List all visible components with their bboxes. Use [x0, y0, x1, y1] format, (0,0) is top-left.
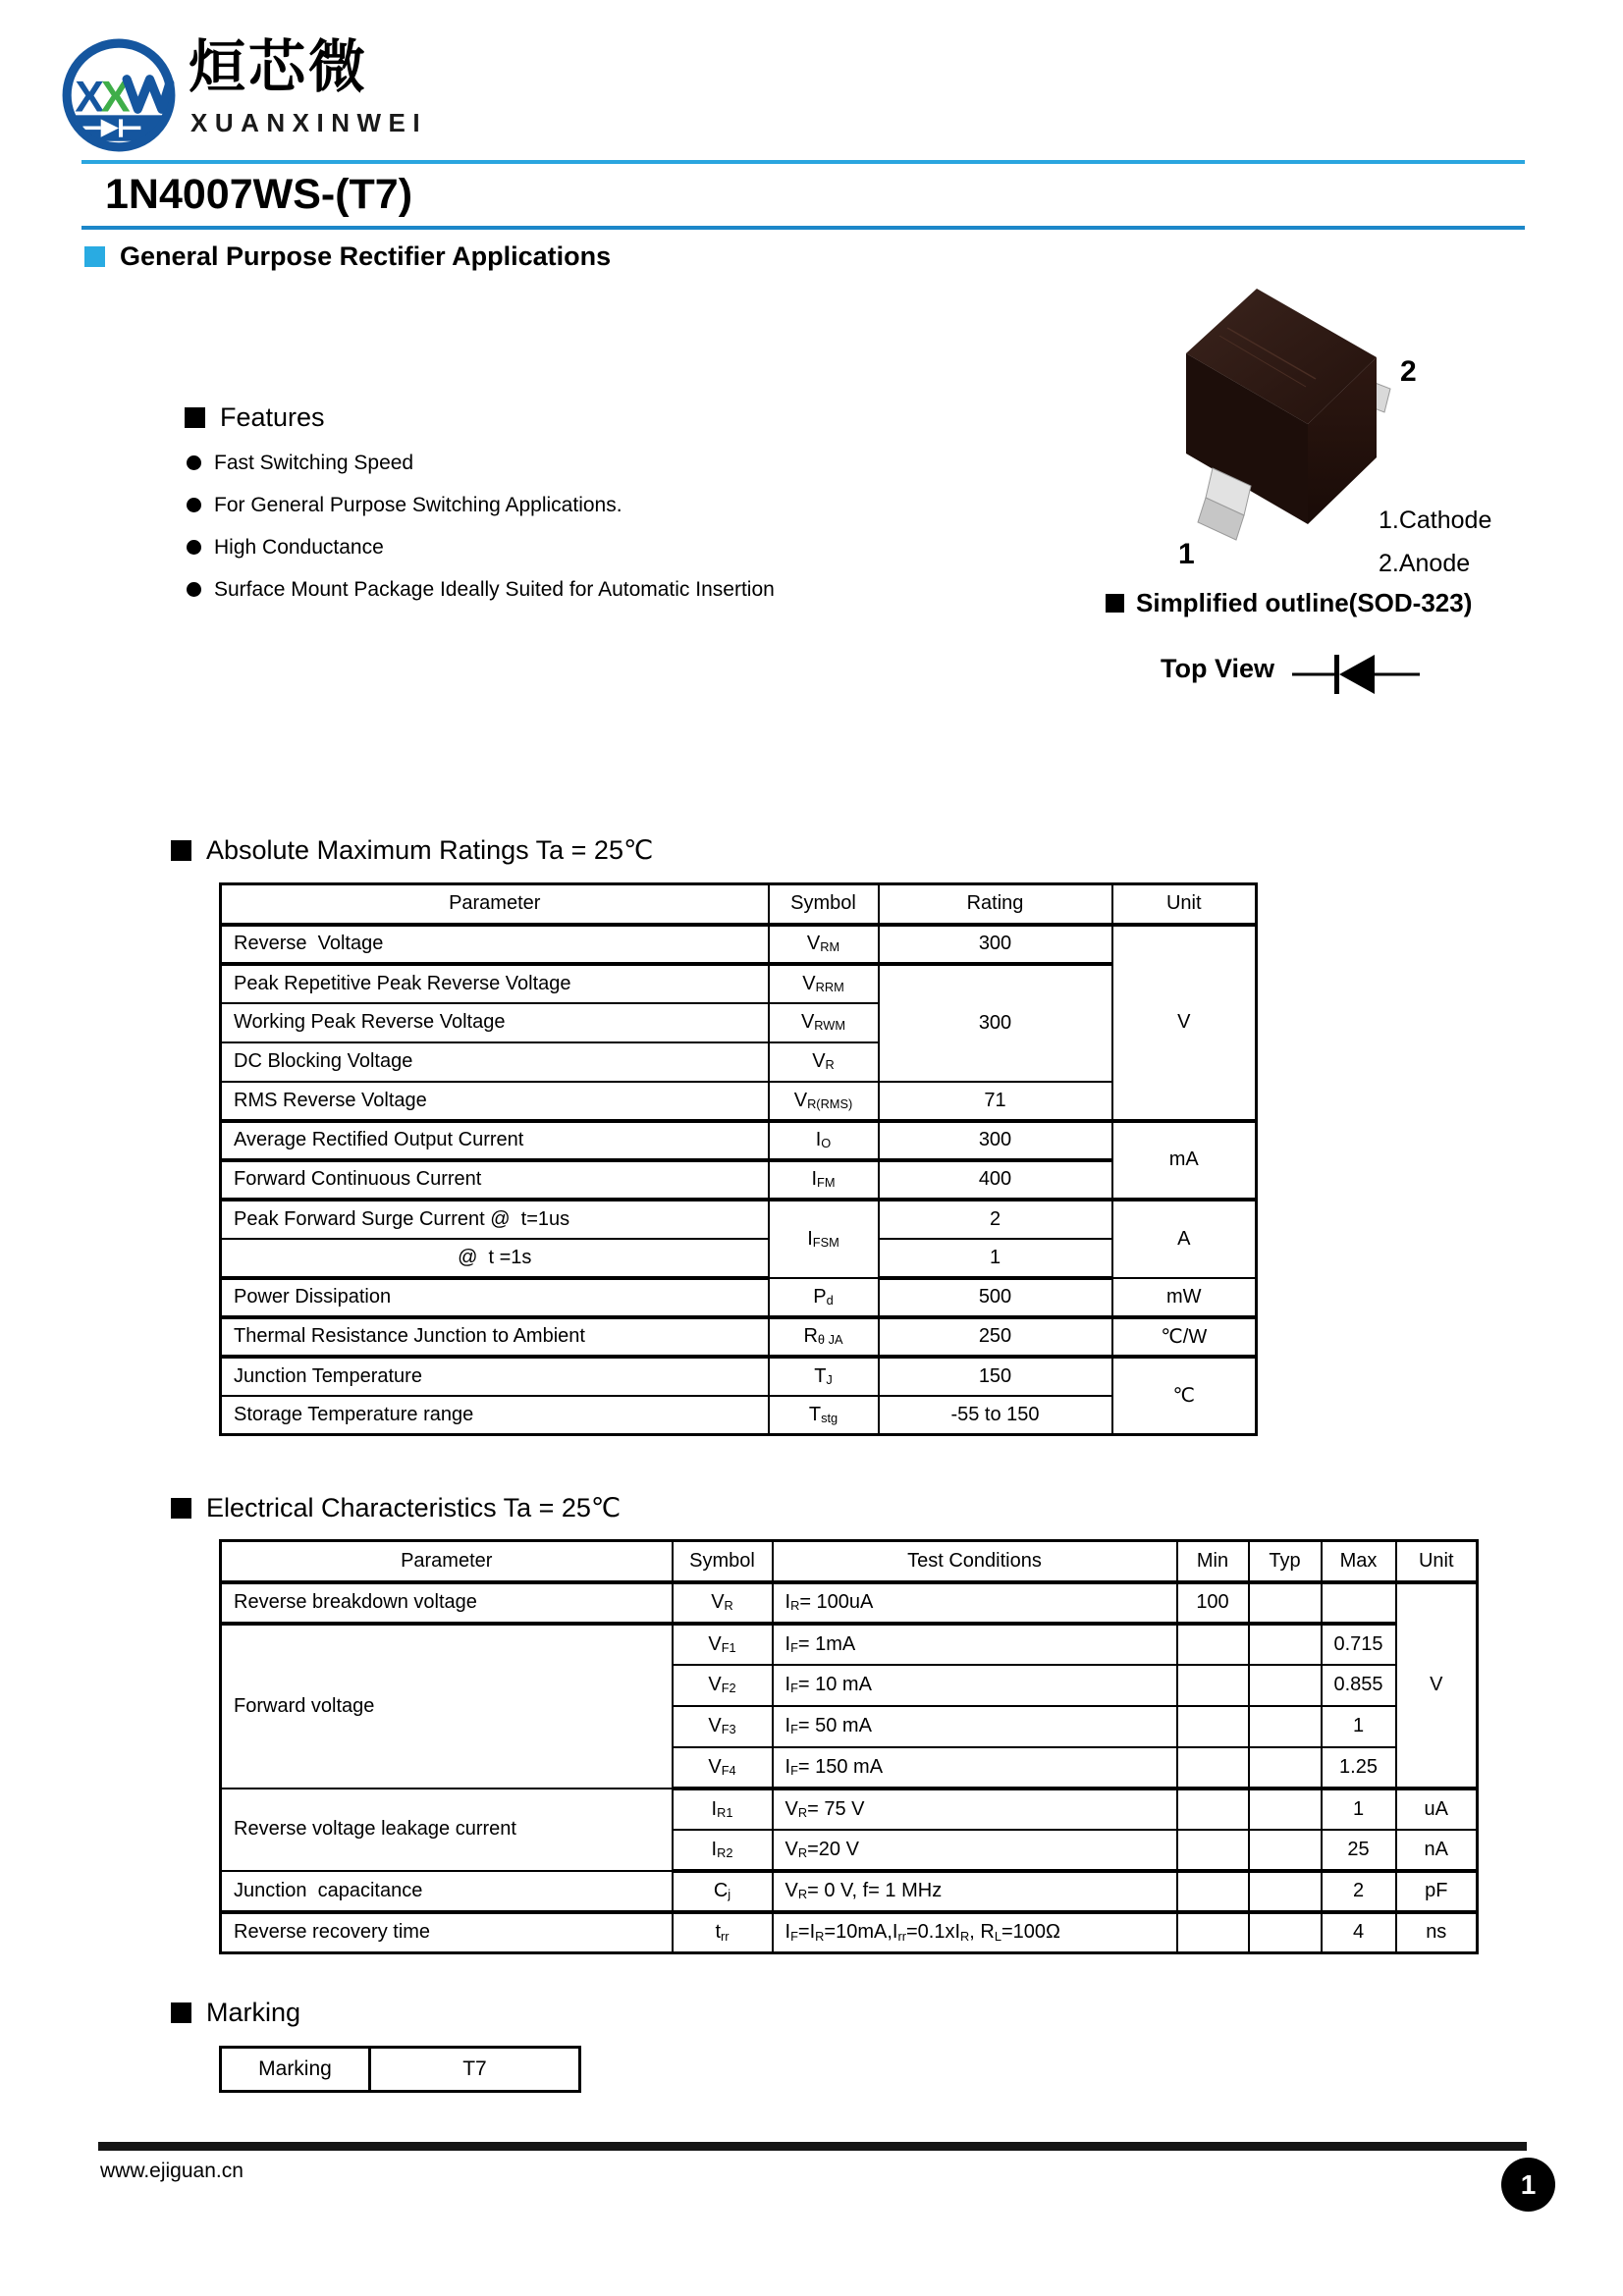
- param-cell: Forward voltage: [221, 1624, 673, 1789]
- table-row: [221, 1082, 1257, 1121]
- header-cell-min: Min: [1177, 1541, 1249, 1582]
- unit-cell: V: [1112, 925, 1257, 1121]
- symbol-cell: $V_{F3}$: [673, 1706, 773, 1747]
- param-cell: RMS Reverse Voltage: [221, 1082, 769, 1121]
- min-cell: 100: [1177, 1582, 1249, 1624]
- symbol-cell: $I_{R2}$: [673, 1830, 773, 1871]
- header-cell-test-conditions: Test Conditions: [773, 1541, 1177, 1582]
- marking-value-cell: T7: [370, 2048, 580, 2092]
- max-cell: 1.25: [1322, 1747, 1396, 1789]
- param-cell: Working Peak Reverse Voltage: [221, 1003, 769, 1042]
- unit-cell: uA: [1396, 1789, 1478, 1830]
- black-square-bullet-icon: [185, 407, 205, 428]
- features-list: [187, 442, 775, 611]
- circle-bullet-icon: [187, 498, 201, 512]
- param-cell: Thermal Resistance Junction to Ambient: [221, 1317, 769, 1357]
- header-cell-unit: Unit: [1396, 1541, 1478, 1582]
- cond-cell: $I_F= 50$ mA: [773, 1706, 1177, 1747]
- typ-cell: [1249, 1624, 1322, 1665]
- rating-cell: 2: [879, 1200, 1112, 1239]
- feature-item-label: Fast Switching Speed: [214, 451, 414, 474]
- diode-cathode-bar: [1334, 655, 1339, 694]
- max-cell: 1: [1322, 1706, 1396, 1747]
- header-cell-typ: Typ: [1249, 1541, 1322, 1582]
- symbol-cell: $V_{F1}$: [673, 1624, 773, 1665]
- table-row: [221, 1357, 1257, 1396]
- rating-cell: 150: [879, 1357, 1112, 1396]
- marking-heading-label: Marking: [206, 1998, 301, 2027]
- feature-item-label: Surface Mount Package Ideally Suited for Automatic Insertion: [214, 577, 775, 601]
- typ-cell: [1249, 1830, 1322, 1871]
- electrical-characteristics-table: [219, 1539, 1479, 1954]
- min-cell: [1177, 1706, 1249, 1747]
- header-cell-max: Max: [1322, 1541, 1396, 1582]
- param-cell: Reverse breakdown voltage: [221, 1582, 673, 1624]
- typ-cell: [1249, 1665, 1322, 1706]
- symbol-cell: $V_{F4}$: [673, 1747, 773, 1789]
- table-row: [221, 1789, 1478, 1830]
- symbol-cell: $V_{RWM}$: [769, 1003, 879, 1042]
- max-cell: 4: [1322, 1912, 1396, 1953]
- symbol-cell: $t_{rr}$: [673, 1912, 773, 1953]
- symbol-cell: $V_{R(RMS)}$: [769, 1082, 879, 1121]
- min-cell: [1177, 1871, 1249, 1912]
- rating-cell: -55 to 150: [879, 1396, 1112, 1435]
- table-row: [221, 1396, 1257, 1435]
- page-number-badge: [1501, 2158, 1555, 2212]
- pin1-number-label: 1: [1178, 538, 1195, 570]
- min-cell: [1177, 1624, 1249, 1665]
- header-cell-parameter: Parameter: [221, 884, 769, 925]
- header-cell-rating: Rating: [879, 884, 1112, 925]
- header-cell-symbol: Symbol: [769, 884, 879, 925]
- rating-cell: 400: [879, 1160, 1112, 1200]
- param-cell: Junction Temperature: [221, 1357, 769, 1396]
- typ-cell: [1249, 1912, 1322, 1953]
- outline-heading: [1106, 589, 1472, 617]
- unit-cell: ns: [1396, 1912, 1478, 1953]
- unit-cell: mW: [1112, 1278, 1257, 1317]
- symbol-cell: $V_{F2}$: [673, 1665, 773, 1706]
- typ-cell: [1249, 1706, 1322, 1747]
- feature-item-label: High Conductance: [214, 535, 384, 559]
- param-cell: Peak Repetitive Peak Reverse Voltage: [221, 964, 769, 1003]
- rating-cell: 71: [879, 1082, 1112, 1121]
- min-cell: [1177, 1912, 1249, 1953]
- max-cell: 1: [1322, 1789, 1396, 1830]
- diode-triangle: [1339, 655, 1375, 694]
- package-3d-image: [1159, 277, 1437, 591]
- marking-label-cell: Marking: [221, 2048, 370, 2092]
- table-row: [221, 1239, 1257, 1278]
- table-row: [221, 964, 1257, 1003]
- cond-cell: $I_F= 150$ mA: [773, 1747, 1177, 1789]
- table-row: [221, 1582, 1478, 1624]
- symbol-cell: $I_{FSM}$: [769, 1200, 879, 1278]
- symbol-cell: $V_R$: [769, 1042, 879, 1082]
- circle-bullet-icon: [187, 582, 201, 597]
- min-cell: [1177, 1747, 1249, 1789]
- max-cell: 2: [1322, 1871, 1396, 1912]
- unit-cell: mA: [1112, 1121, 1257, 1200]
- black-square-bullet-icon: [171, 1498, 191, 1519]
- param-cell: Power Dissipation: [221, 1278, 769, 1317]
- max-cell: 25: [1322, 1830, 1396, 1871]
- marking-heading: [171, 1999, 300, 2028]
- rating-cell: 500: [879, 1278, 1112, 1317]
- unit-cell: ℃: [1112, 1357, 1257, 1435]
- cond-cell: $I_F=I_R=10mA,I_{rr}=0.1xI_R$, $R_L=100\Omega$: [773, 1912, 1177, 1953]
- table-row: [221, 1624, 1478, 1665]
- max-cell: 0.715: [1322, 1624, 1396, 1665]
- table-row: [221, 925, 1257, 964]
- cyan-square-bullet-icon: [84, 246, 105, 267]
- rating-cell: 300: [879, 964, 1112, 1082]
- symbol-cell: $C_j$: [673, 1871, 773, 1912]
- param-cell: @ t =1s: [221, 1239, 769, 1278]
- feature-item-label: For General Purpose Switching Applications.: [214, 493, 622, 516]
- table-row: [221, 1121, 1257, 1160]
- unit-cell: pF: [1396, 1871, 1478, 1912]
- symbol-cell: $I_{R1}$: [673, 1789, 773, 1830]
- symbol-cell: $T_{stg}$: [769, 1396, 879, 1435]
- features-heading: [185, 403, 325, 433]
- typ-cell: [1249, 1871, 1322, 1912]
- header-cell-parameter: Parameter: [221, 1541, 673, 1582]
- black-square-bullet-icon: [171, 840, 191, 861]
- param-cell: Reverse recovery time: [221, 1912, 673, 1953]
- symbol-cell: $T_J$: [769, 1357, 879, 1396]
- param-cell: Storage Temperature range: [221, 1396, 769, 1435]
- param-cell: Junction capacitance: [221, 1871, 673, 1912]
- feature-item: [187, 484, 775, 526]
- pin1-function-label: 1.Cathode: [1379, 507, 1492, 534]
- company-logo-icon: [59, 35, 179, 155]
- cond-cell: $I_R= 100uA$: [773, 1582, 1177, 1624]
- max-cell: [1322, 1582, 1396, 1624]
- diode-symbol: [1292, 652, 1424, 697]
- rating-cell: 250: [879, 1317, 1112, 1357]
- symbol-cell: $I_O$: [769, 1121, 879, 1160]
- rating-cell: 300: [879, 1121, 1112, 1160]
- footer-rule: [98, 2142, 1527, 2151]
- cond-cell: $V_R= 75$ V: [773, 1789, 1177, 1830]
- elec-heading-label: Electrical Characteristics Ta = 25℃: [206, 1493, 622, 1522]
- black-square-bullet-icon: [171, 2002, 191, 2023]
- rating-cell: 300: [879, 925, 1112, 964]
- application-heading-label: General Purpose Rectifier Applications: [120, 241, 612, 271]
- symbol-cell: $V_{RM}$: [769, 925, 879, 964]
- symbol-cell: $V_{RRM}$: [769, 964, 879, 1003]
- page-number: 1: [1520, 2168, 1537, 2200]
- table-row: [221, 1160, 1257, 1200]
- pin2-number-label: 2: [1400, 355, 1417, 388]
- param-cell: Reverse voltage leakage current: [221, 1789, 673, 1871]
- cond-cell: $V_R=20$ V: [773, 1830, 1177, 1871]
- unit-cell: A: [1112, 1200, 1257, 1278]
- circle-bullet-icon: [187, 455, 201, 470]
- table-row: [221, 1317, 1257, 1357]
- cond-cell: $V_R= 0$ V, f= 1 MHz: [773, 1871, 1177, 1912]
- cond-cell: $I_F= 10$ mA: [773, 1665, 1177, 1706]
- symbol-cell: $I_{FM}$: [769, 1160, 879, 1200]
- param-cell: Average Rectified Output Current: [221, 1121, 769, 1160]
- param-cell: Peak Forward Surge Current @ t=1us: [221, 1200, 769, 1239]
- abs-max-heading-label: Absolute Maximum Ratings Ta = 25℃: [206, 835, 654, 865]
- feature-item: [187, 526, 775, 568]
- company-name-cn: 烜芯微: [189, 35, 369, 99]
- param-cell: Reverse Voltage: [221, 925, 769, 964]
- top-view-label: Top View: [1161, 654, 1275, 683]
- table-header-row: [221, 884, 1257, 925]
- min-cell: [1177, 1789, 1249, 1830]
- header-cell-symbol: Symbol: [673, 1541, 773, 1582]
- header-cell-unit: Unit: [1112, 884, 1257, 925]
- table-row: [221, 1912, 1478, 1953]
- header-rule-top: [81, 160, 1525, 164]
- table-row: [221, 1278, 1257, 1317]
- table-row: [221, 1200, 1257, 1239]
- min-cell: [1177, 1665, 1249, 1706]
- pin2-function-label: 2.Anode: [1379, 550, 1471, 577]
- symbol-cell: $R_{\theta JA}$: [769, 1317, 879, 1357]
- marking-table: [219, 2046, 581, 2093]
- table-row: [221, 1871, 1478, 1912]
- logo-monogram-letter: X: [100, 73, 131, 122]
- symbol-cell: $V_R$: [673, 1582, 773, 1624]
- cond-cell: $I_F= 1mA$: [773, 1624, 1177, 1665]
- unit-cell: ℃/W: [1112, 1317, 1257, 1357]
- page-title: 1N4007WS-(T7): [105, 171, 413, 218]
- unit-cell: nA: [1396, 1830, 1478, 1871]
- company-name-en: XUANXINWEI: [190, 108, 428, 137]
- absolute-maximum-ratings-table: [219, 882, 1258, 1436]
- circle-bullet-icon: [187, 540, 201, 555]
- typ-cell: [1249, 1747, 1322, 1789]
- table-row: [221, 2048, 580, 2092]
- outline-heading-label: Simplified outline(SOD-323): [1136, 588, 1473, 617]
- black-square-bullet-icon: [1106, 594, 1124, 613]
- unit-cell: V: [1396, 1582, 1478, 1789]
- max-cell: 0.855: [1322, 1665, 1396, 1706]
- rating-cell: 1: [879, 1239, 1112, 1278]
- typ-cell: [1249, 1582, 1322, 1624]
- features-heading-label: Features: [220, 402, 325, 432]
- header-rule-bottom: [81, 226, 1525, 230]
- param-cell: DC Blocking Voltage: [221, 1042, 769, 1082]
- footer-url: www.ejiguan.cn: [100, 2160, 243, 2182]
- feature-item: [187, 442, 775, 484]
- feature-item: [187, 568, 775, 611]
- logo-monogram-letter: X: [75, 73, 105, 122]
- application-heading: [84, 242, 611, 272]
- table-header-row: [221, 1541, 1478, 1582]
- min-cell: [1177, 1830, 1249, 1871]
- typ-cell: [1249, 1789, 1322, 1830]
- abs-max-heading: [171, 836, 653, 866]
- elec-heading: [171, 1494, 621, 1523]
- symbol-cell: $P_d$: [769, 1278, 879, 1317]
- param-cell: Forward Continuous Current: [221, 1160, 769, 1200]
